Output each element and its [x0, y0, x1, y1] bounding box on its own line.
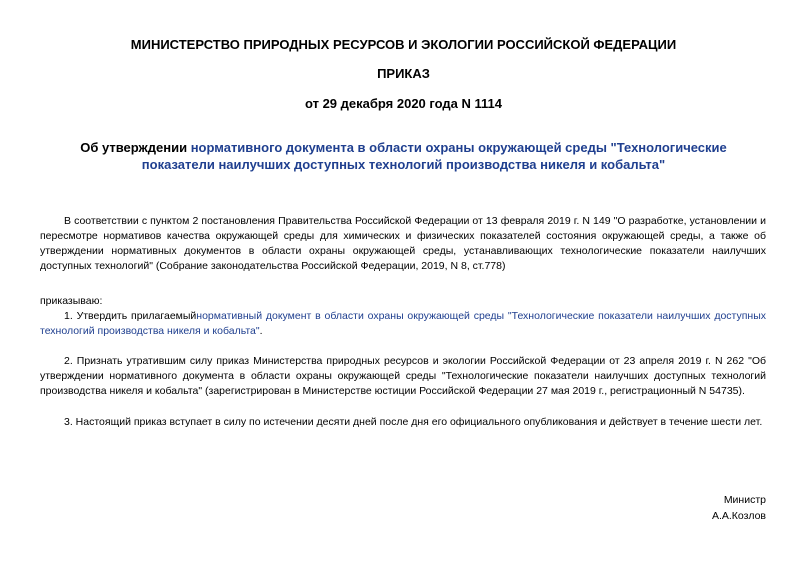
document-title	[50, 139, 757, 173]
ministry-name: МИНИСТЕРСТВО ПРИРОДНЫХ РЕСУРСОВ И ЭКОЛОГИИ РОССИЙСКОЙ ФЕДЕРАЦИИ	[130, 37, 677, 52]
signature-name: А.А.Козлов	[711, 510, 766, 522]
item1-link[interactable]: нормативный документ в области охраны окружающей среды "Технологические показатели наилучших доступных технологий производства никеля и кобальта"	[40, 310, 767, 337]
title-link[interactable]: нормативного документа в области охраны окружающей среды "Технологические показатели наилучших доступных технологий производства никеля и кобальта"	[141, 140, 727, 172]
paragraph-item-1	[40, 309, 766, 339]
title-prefix: Об утверждении	[80, 140, 191, 155]
item1-prefix: 1. Утвердить прилагаемый	[64, 310, 197, 322]
paragraph-order-word: приказываю:	[40, 295, 103, 307]
paragraph-basis: В соответствии с пунктом 2 постановления Правительства Российской Федерации от 13 февраля 2019 г. N 149 "О разработке, установлении и пересмотре нормативов качества окружающей среды для химических и физических показателей состояния окружающей среды, а также об утверждении нормативных документов в области охраны окружающей среды, устанавливающих технологические показатели наилучших доступных технологий" (Собрание законодательства Российской Федерации, 2019, N 8, ст.778)	[40, 215, 766, 272]
signature-position: Министр	[723, 494, 766, 506]
document-type: ПРИКАЗ	[377, 66, 430, 81]
paragraph-item-2: 2. Признать утратившим силу приказ Министерства природных ресурсов и экологии Российской Федерации от 23 апреля 2019 г. N 262 "Об утверждении нормативного документа в области охраны окружающей среды "Технологические показатели наилучших доступных технологий производства никеля и кобальта" (зарегистрирован в Министерстве юстиции Российской Федерации 27 мая 2019 г., регистрационный N 54735).	[40, 355, 766, 397]
document-date: от 29 декабря 2020 года N 1114	[304, 96, 502, 111]
paragraph-item-3: 3. Настоящий приказ вступает в силу по истечении десяти дней после дня его официального опубликования и действует в течение шести лет.	[64, 416, 763, 428]
item1-suffix: .	[259, 325, 263, 337]
